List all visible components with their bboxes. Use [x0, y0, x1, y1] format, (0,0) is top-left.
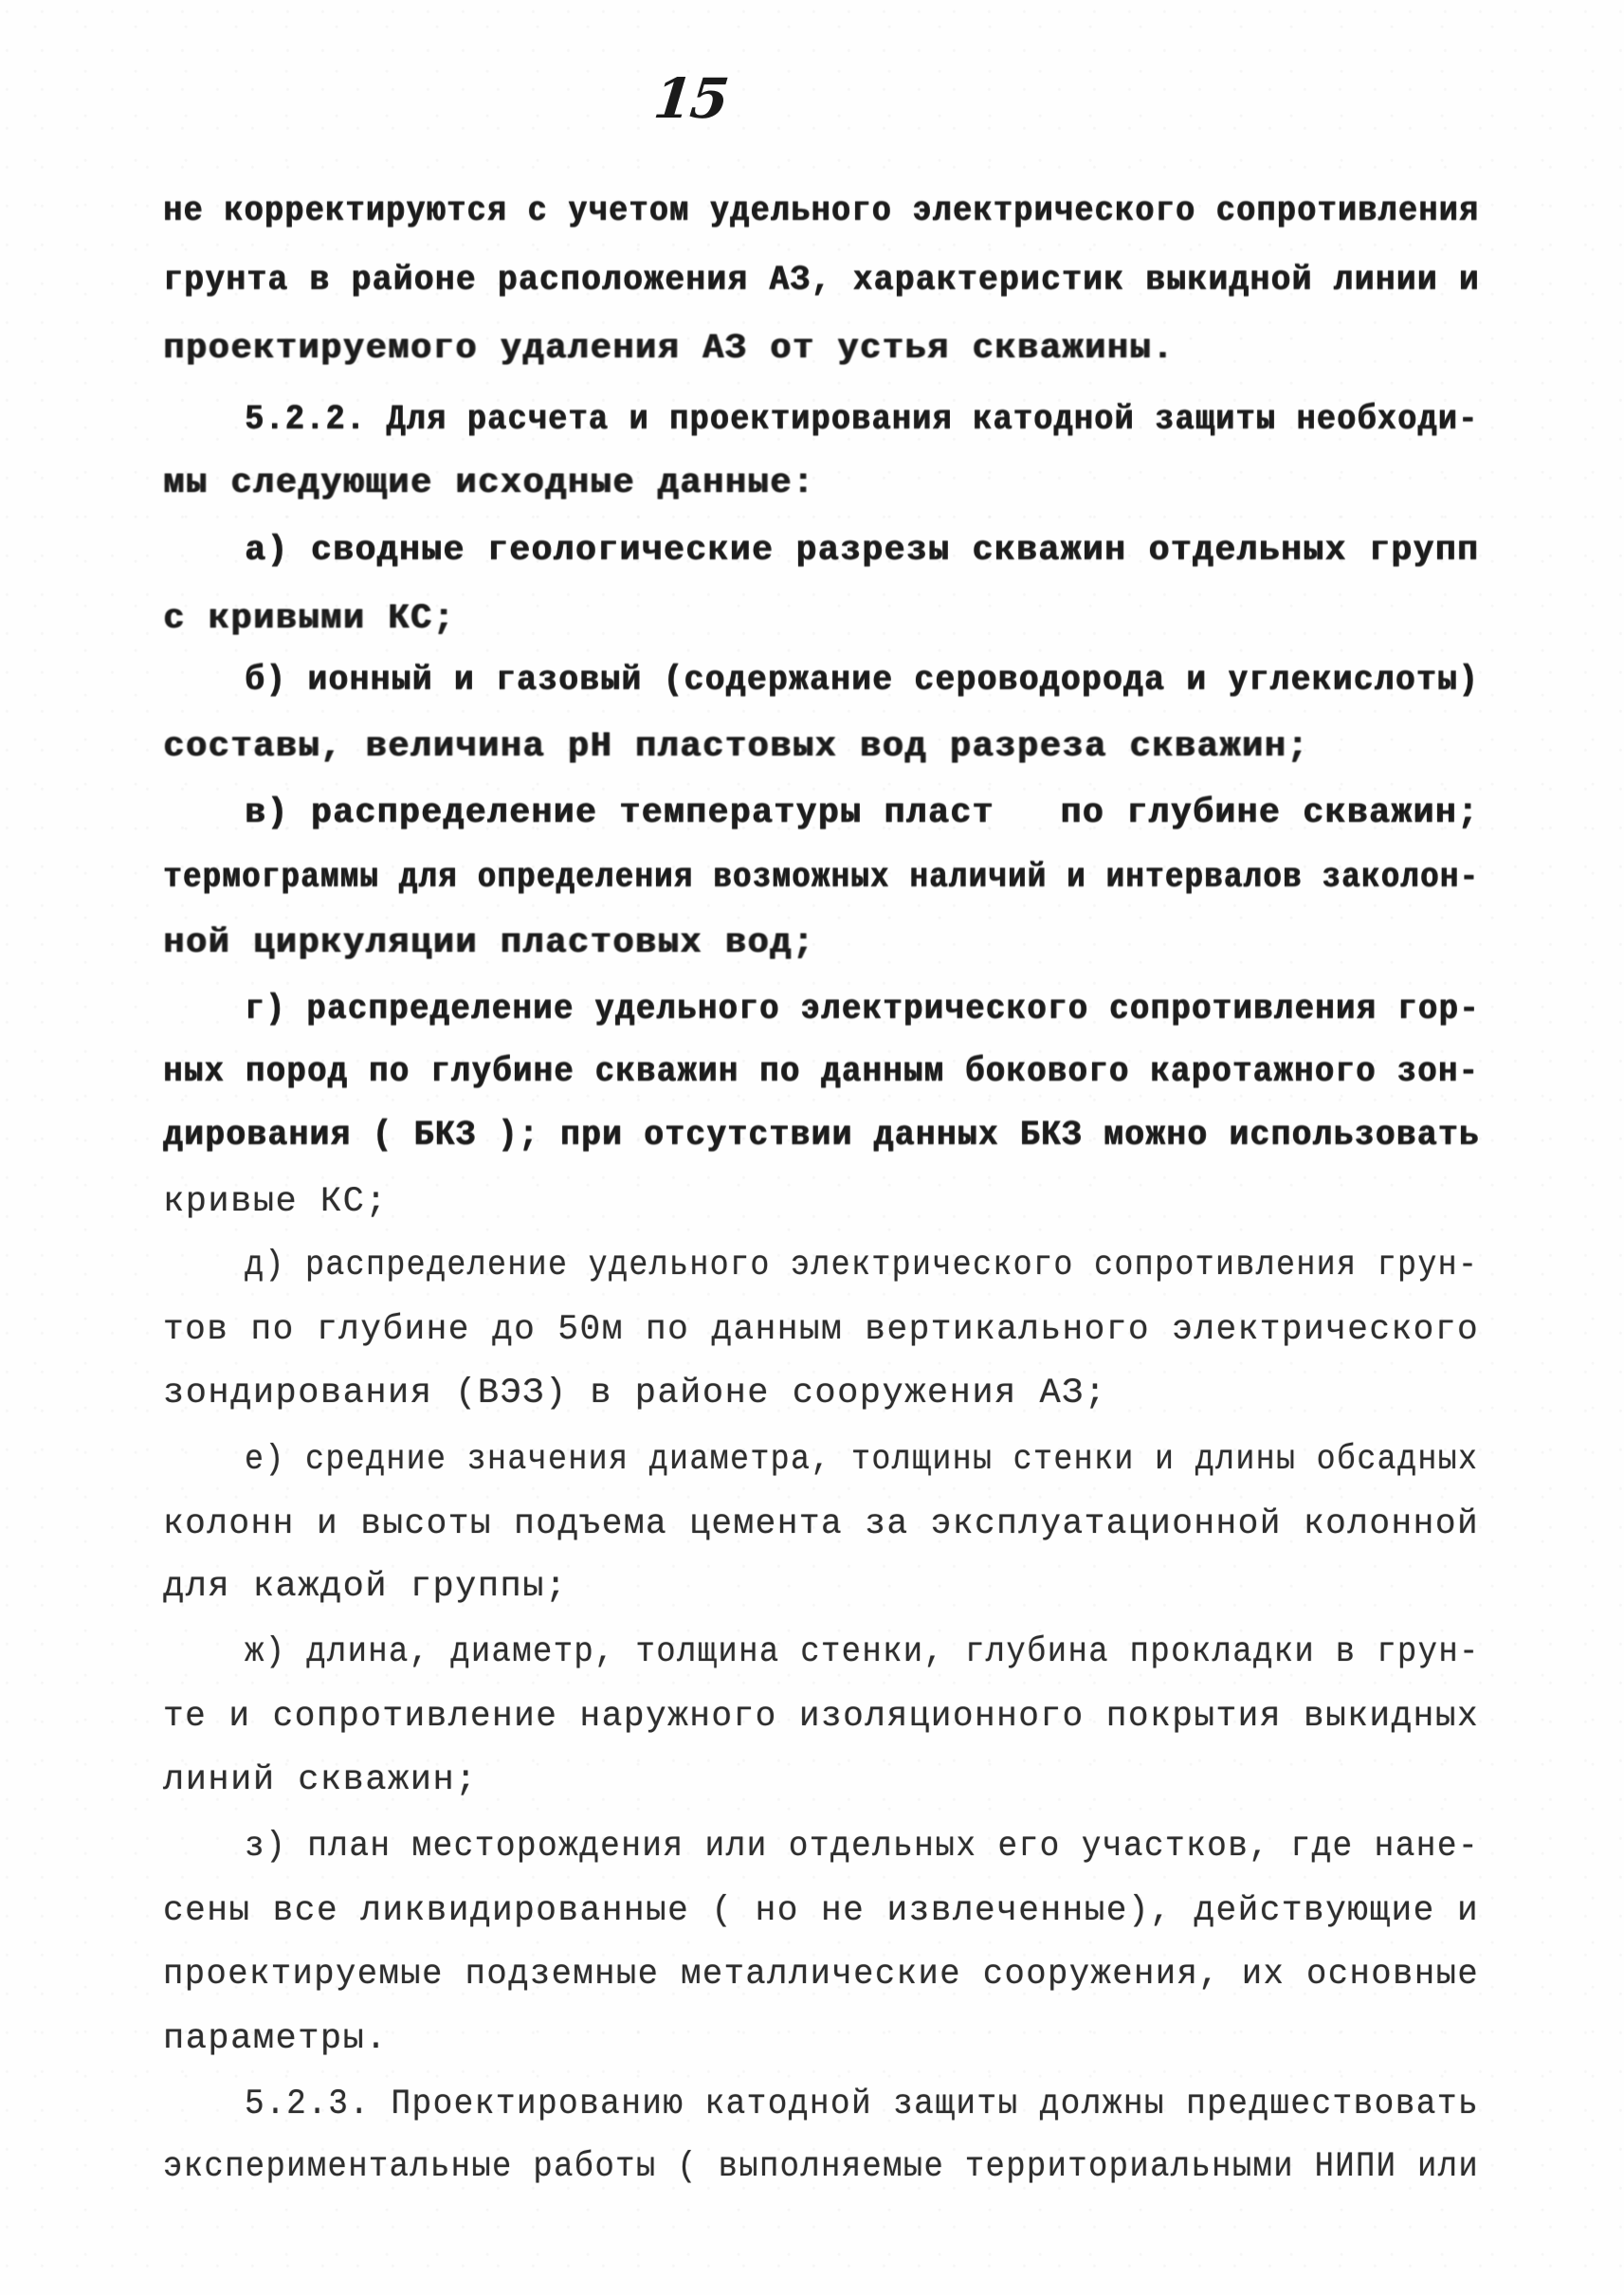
- text-line: зондирования (ВЭЗ) в районе сооружения АЗ;: [163, 1374, 1107, 1413]
- text-line: термограммы для определения возможных наличий и интервалов заколон-: [163, 858, 1480, 898]
- text-line: мы следующие исходные данные:: [163, 464, 815, 503]
- text-line: с кривыми КС;: [163, 599, 456, 639]
- page-number: 15: [650, 66, 731, 131]
- text-line: для каждой группы;: [163, 1567, 568, 1607]
- text-line: ной циркуляции пластовых вод;: [163, 923, 815, 963]
- text-line: не корректируются с учетом удельного электрического сопротивления: [163, 191, 1480, 231]
- text-line: дирования ( БКЗ ); при отсутствии данных БКЗ можно использовать: [163, 1116, 1480, 1156]
- text-line: б) ионный и газовый (содержание сероводорода и углекислоты): [245, 661, 1480, 701]
- text-line: те и сопротивление наружного изоляционного покрытия выкидных: [163, 1697, 1480, 1737]
- text-line: грунта в районе расположения АЗ, характеристик выкидной линии и: [163, 261, 1480, 301]
- text-line: г) распределение удельного электрического сопротивления гор-: [245, 990, 1480, 1029]
- text-line: тов по глубине до 50м по данным вертикального электрического: [163, 1310, 1480, 1350]
- text-line: колонн и высоты подъема цемента за эксплуатационной колонной: [163, 1504, 1480, 1544]
- text-line: проектируемые подземные металлические сооружения, их основные: [163, 1955, 1480, 1994]
- text-line: а) сводные геологические разрезы скважин отдельных групп: [245, 531, 1480, 571]
- text-line: линий скважин;: [163, 1760, 478, 1800]
- text-line: экспериментальные работы ( выполняемые территориальными НИПИ или: [163, 2147, 1480, 2187]
- text-line: сены все ликвидированные ( но не извлеченные), действующие и: [163, 1891, 1480, 1931]
- text-line: ж) длина, диаметр, толщина стенки, глубина прокладки в грун-: [245, 1632, 1480, 1672]
- text-line: з) план месторождения или отдельных его участков, где нане-: [245, 1827, 1480, 1867]
- text-line: 5.2.3. Проектированию катодной защиты должны предшествовать: [245, 2085, 1480, 2124]
- text-line: проектируемого удаления АЗ от устья скважины.: [163, 329, 1175, 369]
- text-line: е) средние значения диаметра, толщины стенки и длины обсадных: [245, 1440, 1479, 1480]
- text-line: 5.2.2. Для расчета и проектирования катодной защиты необходи-: [245, 400, 1479, 440]
- text-line: кривые КС;: [163, 1182, 389, 1222]
- text-line: в) распределение температуры пласт по глубине скважин;: [245, 793, 1480, 833]
- text-line: параметры.: [163, 2019, 389, 2059]
- text-line: д) распределение удельного электрического сопротивления грун-: [245, 1246, 1479, 1285]
- text-line: ных пород по глубине скважин по данным бокового каротажного зон-: [163, 1052, 1480, 1092]
- text-line: составы, величина pH пластовых вод разреза скважин;: [163, 727, 1309, 767]
